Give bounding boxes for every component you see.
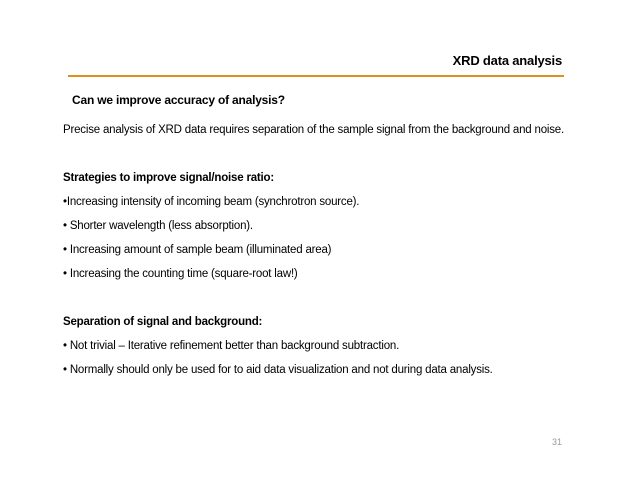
- intro-paragraph: Precise analysis of XRD data requires separation of the sample signal from the background and noise.: [63, 124, 564, 136]
- slide-body: [63, 118, 573, 382]
- section-heading-strategies: Strategies to improve signal/noise ratio:: [63, 172, 274, 184]
- slide-subtitle: Can we improve accuracy of analysis?: [72, 93, 285, 107]
- title-underline: [68, 75, 564, 77]
- bullet-item: • Not trivial – Iterative refinement better than background subtraction.: [63, 340, 400, 352]
- section-heading-separation: Separation of signal and background:: [63, 316, 263, 328]
- bullet-item: • Normally should only be used for to aid data visualization and not during data analysis.: [63, 364, 493, 376]
- bullet-item: • Shorter wavelength (less absorption).: [63, 220, 253, 232]
- spacer: [63, 142, 573, 166]
- spacer: [63, 286, 573, 310]
- bullet-item: • Increasing amount of sample beam (illuminated area): [63, 244, 332, 256]
- page-number: 31: [551, 437, 562, 447]
- slide-title: XRD data analysis: [452, 53, 562, 68]
- bullet-item: •Increasing intensity of incoming beam (synchrotron source).: [63, 196, 360, 208]
- bullet-item: • Increasing the counting time (square-root law!): [63, 268, 298, 280]
